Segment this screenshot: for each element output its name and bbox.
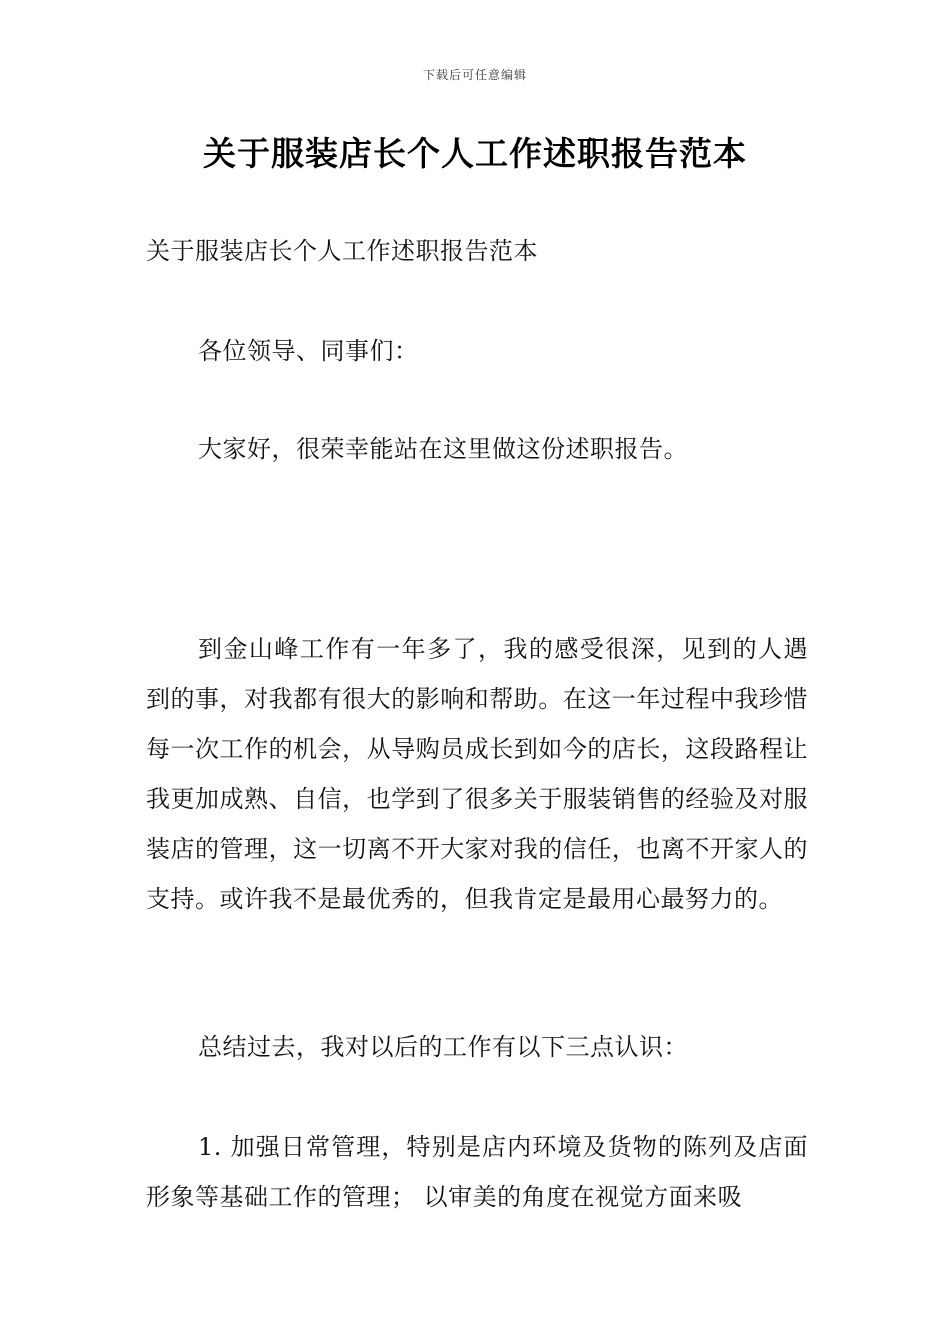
opening-paragraph: 大家好，很荣幸能站在这里做这份述职报告。: [198, 435, 688, 463]
point-one-paragraph: 1. 加强日常管理，特别是店内环境及货物的陈列及店面形象等基础工作的管理； 以审美的角度在视觉方面来吸: [146, 1133, 808, 1211]
summary-paragraph: 总结过去，我对以后的工作有以下三点认识：: [198, 1033, 688, 1061]
greeting-paragraph: 各位领导、同事们：: [198, 337, 419, 365]
main-paragraph: 到金山峰工作有一年多了，我的感受很深，见到的人遇到的事，对我都有很大的影响和帮助。在这一年过程中我珍惜每一次工作的机会，从导购员成长到如今的店长，这段路程让我更加成熟、自信，也学到了很多关于服装销售的经验及对服装店的管理，这一切离不开大家对我的信任，也离不开家人的支持。或许我不是最优秀的，但我肯定是最用心最努力的。: [146, 635, 808, 913]
document-title: 关于服装店长个人工作述职报告范本: [203, 134, 747, 173]
header-note: 下载后可任意编辑: [422, 68, 527, 82]
subtitle-paragraph: 关于服装店长个人工作述职报告范本: [146, 237, 538, 265]
